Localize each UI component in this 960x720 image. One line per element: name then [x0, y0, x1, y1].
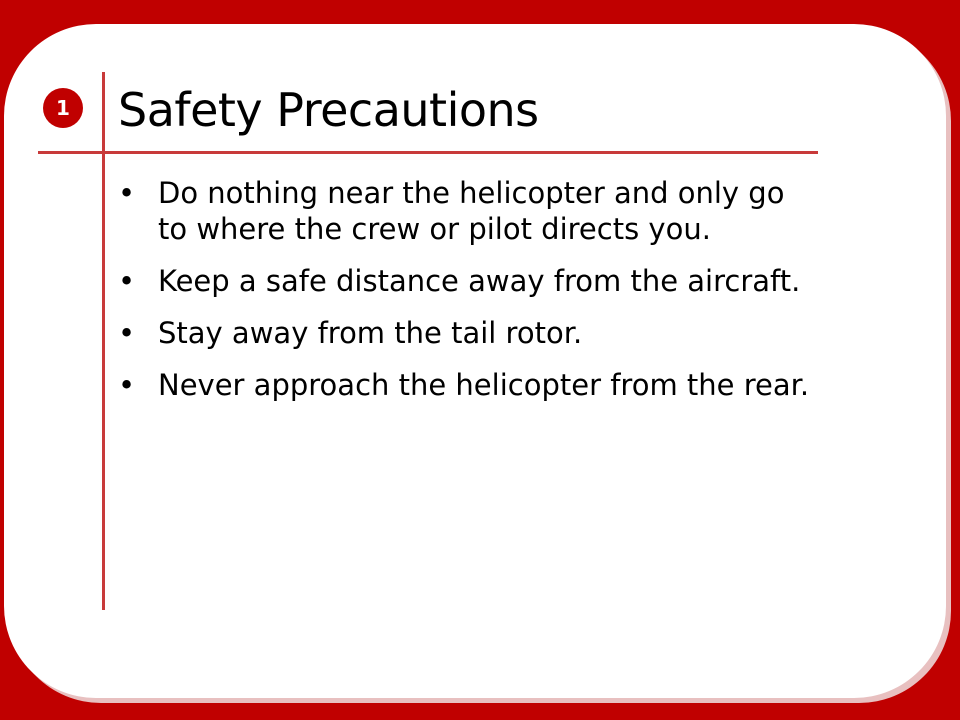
bullet-item	[118, 175, 818, 247]
slide-title: Safety Precautions	[118, 83, 539, 137]
bullet-text: Do nothing near the helicopter and only go to where the crew or pilot directs you.	[158, 176, 785, 246]
bullet-item	[118, 263, 818, 299]
bullet-icon: •	[118, 176, 136, 210]
slide-number-badge: 1	[43, 88, 83, 128]
title-underline	[38, 151, 818, 154]
bullet-icon: •	[118, 368, 136, 402]
bullet-text: Keep a safe distance away from the aircraft.	[158, 264, 801, 298]
bullet-icon: •	[118, 316, 136, 350]
bullet-item	[118, 367, 818, 403]
bullet-icon: •	[118, 264, 136, 298]
bullet-text: Stay away from the tail rotor.	[158, 316, 583, 350]
bullet-list	[118, 175, 818, 419]
bullet-text: Never approach the helicopter from the rear.	[158, 368, 810, 402]
bullet-item	[118, 315, 818, 351]
